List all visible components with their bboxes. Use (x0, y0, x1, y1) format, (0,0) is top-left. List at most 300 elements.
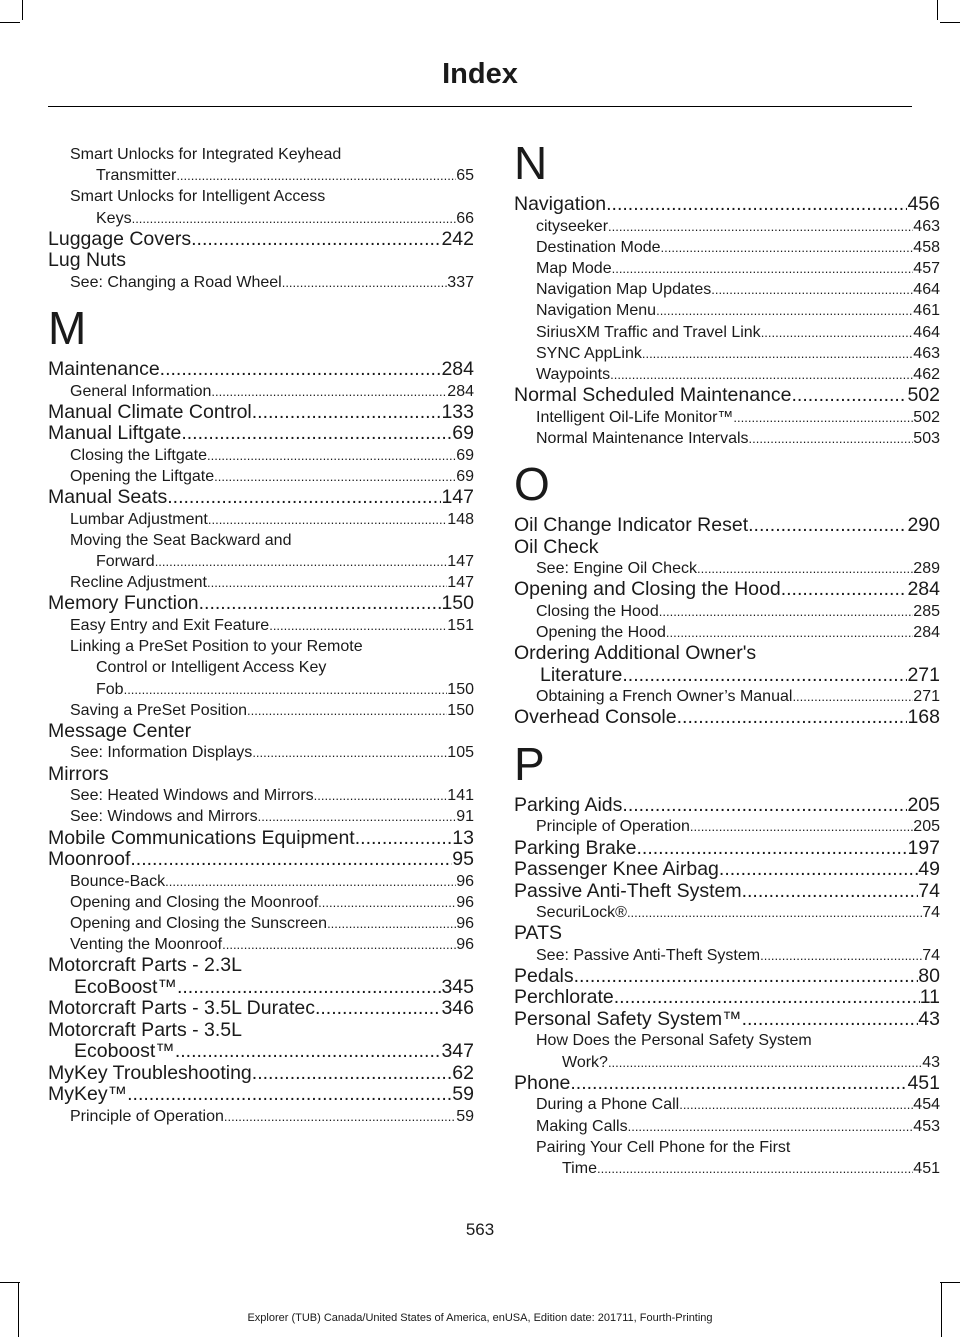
entry-label: Obtaining a French Owner’s Manual (536, 688, 793, 706)
edition-footer: Explorer (TUB) Canada/United States of America, enUSA, Edition date: 201711, Fourth-Printing (247, 1312, 713, 1324)
crop-mark (0, 1282, 20, 1283)
leader-dots (214, 466, 456, 487)
entry-page-number: 11 (919, 986, 940, 1009)
entry-label: Mirrors (48, 762, 109, 785)
leader-dots (690, 816, 913, 837)
entry-page-number: 91 (456, 808, 474, 826)
index-entry (48, 849, 474, 871)
entry-label: Navigation Map Updates (536, 281, 712, 299)
leader-dots (252, 402, 442, 424)
index-entry (48, 998, 474, 1020)
leader-dots (269, 615, 447, 636)
entry-page-number: 95 (452, 848, 474, 871)
entry-label: Maintenance (48, 358, 160, 381)
index-entry-line (48, 165, 474, 186)
index-subentry (48, 615, 474, 636)
entry-page-number: 284 (447, 382, 474, 400)
crop-mark (0, 22, 20, 23)
entry-page-number: 451 (913, 1159, 940, 1177)
leader-dots (247, 700, 447, 721)
index-subentry (48, 806, 474, 827)
leader-dots (222, 934, 456, 955)
entry-page-number: 65 (456, 167, 474, 185)
leader-dots (627, 902, 922, 923)
entry-page-number: 151 (447, 616, 474, 634)
entry-page-number: 141 (447, 787, 474, 805)
entry-label: Easy Entry and Exit Feature (70, 616, 270, 634)
index-subentry (48, 934, 474, 955)
entry-page-number: 463 (913, 217, 940, 235)
index-subentry (48, 700, 474, 721)
entry-page-number: 463 (913, 344, 940, 362)
index-entry (514, 859, 940, 881)
entry-label: Saving a PreSet Position (70, 701, 247, 719)
entry-page-number: 197 (907, 836, 940, 859)
index-subentry (514, 945, 940, 966)
index-entry-line (48, 679, 474, 700)
leader-dots (792, 686, 913, 707)
leader-dots (177, 977, 441, 999)
entry-page-number: 464 (913, 323, 940, 341)
entry-label: SYNC AppLink (536, 344, 642, 362)
index-subentry (514, 343, 940, 364)
entry-label-line: Control or Intelligent Access Key (96, 659, 327, 677)
index-entry (514, 707, 940, 729)
leader-dots (597, 1158, 913, 1179)
index-entry (48, 593, 474, 615)
index-entry (514, 795, 940, 817)
leader-dots (656, 300, 913, 321)
entry-page-number: 347 (441, 1040, 474, 1063)
index-entry (514, 1009, 940, 1031)
entry-page-number: 289 (913, 560, 940, 578)
entry-page-number: 62 (452, 1061, 474, 1084)
entry-label: PATS (514, 922, 563, 945)
header-divider (48, 106, 912, 107)
entry-label: Opening and Closing the Sunscreen (70, 914, 328, 932)
entry-label: See: Changing a Road Wheel (70, 273, 282, 291)
entry-label: Literature (540, 663, 623, 686)
entry-label-line: Pairing Your Cell Phone for the First (536, 1138, 791, 1156)
index-entry (514, 194, 940, 216)
index-subentry (514, 428, 940, 449)
entry-label: Pedals (514, 964, 574, 987)
index-entry (48, 764, 474, 786)
entry-page-number: 150 (447, 701, 474, 719)
crop-mark (940, 1282, 960, 1283)
entry-label: Map Mode (536, 259, 612, 277)
entry-label: Personal Safety System™ (514, 1007, 742, 1030)
index-subentry (514, 300, 940, 321)
entry-label: Message Center (48, 719, 192, 742)
index-subentry (514, 1116, 940, 1137)
leader-dots (636, 838, 907, 860)
leader-dots (614, 987, 920, 1009)
leader-dots (781, 579, 908, 601)
section-letter: M (48, 302, 87, 355)
entry-page-number: 96 (456, 893, 474, 911)
leader-dots (208, 509, 447, 530)
leader-dots (127, 1084, 452, 1106)
index-subentry (48, 636, 474, 700)
leader-dots (622, 795, 907, 817)
entry-label: Phone (514, 1071, 571, 1094)
entry-label: Navigation Menu (536, 302, 657, 320)
entry-page-number: 150 (441, 592, 474, 615)
entry-label: Destination Mode (536, 238, 661, 256)
entry-label: During a Phone Call (536, 1096, 680, 1114)
index-entry-line (48, 1041, 474, 1063)
leader-dots (642, 343, 913, 364)
entry-label: General Information (70, 382, 212, 400)
leader-dots (176, 165, 456, 186)
index-entry (48, 423, 474, 445)
index-subentry (514, 322, 940, 343)
entry-label: Oil Check (514, 535, 599, 558)
entry-label: Recline Adjustment (70, 574, 207, 592)
index-subentry (514, 816, 940, 837)
index-subentry (48, 572, 474, 593)
entry-page-number: 285 (913, 602, 940, 620)
entry-page-number: 284 (441, 358, 474, 381)
entry-label: SiriusXM Traffic and Travel Link (536, 323, 761, 341)
entry-page-number: 69 (456, 467, 474, 485)
index-subentry (48, 1106, 474, 1127)
leader-dots (748, 515, 907, 537)
leader-dots (719, 859, 918, 881)
entry-label: Opening and Closing the Hood (514, 578, 781, 601)
index-entry (48, 250, 474, 272)
leader-dots (749, 428, 914, 449)
leader-dots (327, 913, 456, 934)
entry-page-number: 205 (913, 818, 940, 836)
index-subentry (514, 601, 940, 622)
entry-page-number: 345 (441, 975, 474, 998)
entry-label: Opening and Closing the Moonroof (70, 893, 319, 911)
entry-label: Venting the Moonroof (70, 936, 223, 954)
entry-label: Passenger Knee Airbag (514, 858, 719, 881)
entry-label: Lumbar Adjustment (70, 510, 208, 528)
index-subentry (514, 1094, 940, 1115)
entry-label: Bounce-Back (70, 872, 166, 890)
entry-page-number: 59 (456, 1107, 474, 1125)
index-subentry (48, 530, 474, 572)
entry-label-line: Smart Unlocks for Intelligent Access (70, 188, 326, 206)
index-entry-line (48, 551, 474, 572)
entry-label: Motorcraft Parts - 3.5L Duratec (48, 997, 315, 1020)
index-column-left (48, 144, 474, 1127)
entry-label: Intelligent Oil-Life Monitor™ (536, 408, 734, 426)
entry-label: Lug Nuts (48, 249, 127, 272)
leader-dots (742, 881, 919, 903)
index-entry-line (48, 208, 474, 229)
crop-mark (18, 1282, 19, 1337)
entry-label: Closing the Hood (536, 602, 659, 620)
leader-dots (167, 487, 441, 509)
leader-dots (628, 1116, 914, 1137)
entry-page-number: 105 (447, 744, 474, 762)
index-entry (48, 229, 474, 251)
index-entry (514, 923, 940, 945)
entry-label: Moonroof (48, 848, 131, 871)
entry-label: MyKey™ (48, 1083, 128, 1106)
crop-mark (940, 22, 960, 23)
leader-dots (258, 806, 457, 827)
entry-page-number: 457 (913, 259, 940, 277)
entry-label: Normal Scheduled Maintenance (514, 384, 792, 407)
entry-label: Manual Seats (48, 486, 168, 509)
leader-dots (697, 558, 913, 579)
entry-label: Closing the Liftgate (70, 446, 207, 464)
page-title: Index (442, 58, 518, 90)
index-subentry (514, 1030, 940, 1072)
index-entry (48, 1084, 474, 1106)
leader-dots (612, 258, 914, 279)
index-entry (514, 579, 940, 601)
entry-page-number: 462 (913, 365, 940, 383)
index-subentry (48, 144, 474, 186)
entry-label: Opening the Liftgate (70, 467, 215, 485)
entry-page-number: 502 (907, 384, 940, 407)
entry-label: Oil Change Indicator Reset (514, 514, 749, 537)
index-entry (514, 643, 940, 686)
entry-label-line: Linking a PreSet Position to your Remote (70, 638, 363, 656)
index-entry-line (514, 665, 940, 687)
entry-label-line: How Does the Personal Safety System (536, 1032, 812, 1050)
crop-mark (937, 0, 938, 20)
index-subentry (48, 892, 474, 913)
index-entry-line (48, 977, 474, 999)
entry-label: See: Information Displays (70, 744, 253, 762)
leader-dots (282, 272, 448, 293)
entry-page-number: 290 (907, 514, 940, 537)
leader-dots (130, 849, 452, 871)
crop-mark (22, 0, 23, 20)
entry-page-number: 451 (907, 1071, 940, 1094)
entry-label: Manual Liftgate (48, 422, 182, 445)
index-entry (48, 487, 474, 509)
index-entry-line (514, 1158, 940, 1179)
entry-label: Overhead Console (514, 706, 677, 729)
entry-label: See: Windows and Mirrors (70, 808, 258, 826)
entry-page-number: 150 (447, 680, 474, 698)
leader-dots (355, 828, 453, 850)
entry-label-line: Moving the Seat Backward and (70, 531, 292, 549)
leader-dots (761, 322, 914, 343)
entry-label: Opening the Hood (536, 623, 666, 641)
entry-page-number: 147 (441, 486, 474, 509)
entry-page-number: 80 (918, 964, 940, 987)
index-entry (514, 838, 940, 860)
index-entry (514, 1073, 940, 1095)
leader-dots (659, 601, 914, 622)
leader-dots (711, 279, 913, 300)
entry-page-number: 242 (441, 227, 474, 250)
entry-label: MyKey Troubleshooting (48, 1061, 252, 1084)
entry-page-number: 453 (913, 1117, 940, 1135)
leader-dots (608, 1052, 922, 1073)
section-letter: O (514, 458, 550, 511)
leader-dots (211, 381, 447, 402)
entry-page-number: 502 (913, 408, 940, 426)
leader-dots (622, 665, 907, 687)
leader-dots (606, 194, 907, 216)
entry-page-number: 69 (452, 422, 474, 445)
entry-label: Fob (96, 680, 124, 698)
entry-label: Ecoboost™ (74, 1040, 175, 1063)
entry-page-number: 148 (447, 510, 474, 528)
index-subentry (514, 279, 940, 300)
entry-page-number: 69 (456, 446, 474, 464)
leader-dots (677, 707, 908, 729)
entry-page-number: 74 (918, 879, 940, 902)
entry-page-number: 271 (913, 688, 940, 706)
entry-label: Principle of Operation (70, 1107, 224, 1125)
leader-dots (792, 385, 908, 407)
leader-dots (160, 359, 442, 381)
leader-dots (207, 445, 456, 466)
leader-dots (207, 572, 447, 593)
section-letter: N (514, 137, 548, 189)
index-subentry (48, 509, 474, 530)
entry-page-number: 43 (918, 1007, 940, 1030)
leader-dots (165, 871, 456, 892)
entry-label: Parking Brake (514, 836, 637, 859)
leader-dots (124, 679, 448, 700)
entry-label: Perchlorate (514, 986, 614, 1009)
entry-page-number: 133 (441, 400, 474, 423)
leader-dots (252, 742, 447, 763)
entry-label: See: Engine Oil Check (536, 560, 697, 578)
entry-label: EcoBoost™ (74, 975, 177, 998)
leader-dots (742, 1009, 919, 1031)
index-entry (48, 359, 474, 381)
index-subentry (514, 258, 940, 279)
entry-page-number: 96 (456, 914, 474, 932)
index-entry (514, 987, 940, 1009)
leader-dots (155, 551, 448, 572)
entry-page-number: 337 (447, 273, 474, 291)
leader-dots (733, 407, 913, 428)
entry-page-number: 43 (922, 1053, 940, 1071)
leader-dots (181, 423, 452, 445)
crop-mark (941, 1282, 942, 1337)
leader-dots (760, 945, 922, 966)
index-entry (514, 881, 940, 903)
index-entry (48, 721, 474, 743)
index-entry (48, 955, 474, 998)
leader-dots (191, 229, 441, 251)
entry-label: SecuriLock® (536, 904, 627, 922)
index-entry-line (514, 1052, 940, 1073)
entry-label: Memory Function (48, 592, 199, 615)
index-subentry (514, 902, 940, 923)
entry-label: Parking Aids (514, 793, 623, 816)
entry-page-number: 147 (447, 574, 474, 592)
index-subentry (48, 785, 474, 806)
index-subentry (514, 216, 940, 237)
leader-dots (175, 1041, 442, 1063)
leader-dots (252, 1063, 453, 1085)
entry-label: Manual Climate Control (48, 400, 252, 423)
index-subentry (514, 364, 940, 385)
index-subentry (514, 686, 940, 707)
entry-page-number: 74 (922, 904, 940, 922)
leader-dots (314, 785, 448, 806)
entry-page-number: 96 (456, 936, 474, 954)
index-subentry (48, 445, 474, 466)
entry-label-line: Motorcraft Parts - 2.3L (48, 954, 242, 977)
section-letter: P (514, 737, 545, 790)
index-entry (48, 1020, 474, 1063)
entry-page-number: 168 (907, 706, 940, 729)
leader-dots (224, 1106, 456, 1127)
leader-dots (570, 1073, 907, 1095)
entry-page-number: 284 (907, 578, 940, 601)
leader-dots (318, 892, 456, 913)
index-subentry (48, 381, 474, 402)
entry-label: cityseeker (536, 217, 609, 235)
index-subentry (514, 622, 940, 643)
entry-page-number: 503 (913, 429, 940, 447)
leader-dots (132, 208, 457, 229)
leader-dots (679, 1094, 913, 1115)
index-subentry (48, 186, 474, 228)
index-subentry (514, 407, 940, 428)
leader-dots (315, 998, 441, 1020)
leader-dots (666, 622, 913, 643)
entry-label-line: Ordering Additional Owner's (514, 642, 757, 665)
index-subentry (514, 558, 940, 579)
entry-label: Forward (96, 553, 155, 571)
entry-page-number: 284 (913, 623, 940, 641)
index-entry (514, 966, 940, 988)
entry-page-number: 147 (447, 553, 474, 571)
leader-dots (610, 364, 913, 385)
index-subentry (48, 871, 474, 892)
index-entry (48, 1063, 474, 1085)
entry-page-number: 74 (922, 946, 940, 964)
page-number: 563 (465, 1220, 495, 1239)
leader-dots (661, 237, 914, 258)
index-entry (514, 515, 940, 537)
entry-page-number: 461 (913, 302, 940, 320)
index-entry (514, 537, 940, 559)
entry-page-number: 66 (456, 209, 474, 227)
index-subentry (48, 272, 474, 293)
index-subentry (514, 237, 940, 258)
entry-label-line: Smart Unlocks for Integrated Keyhead (70, 146, 342, 163)
entry-page-number: 13 (452, 826, 474, 849)
entry-label: Making Calls (536, 1117, 628, 1135)
entry-label: See: Heated Windows and Mirrors (70, 787, 314, 805)
entry-label: Transmitter (96, 167, 177, 185)
entry-label: Navigation (514, 193, 607, 215)
entry-label: Passive Anti-Theft System (514, 879, 742, 902)
entry-page-number: 464 (913, 281, 940, 299)
entry-label: Keys (96, 209, 132, 227)
leader-dots (608, 216, 913, 237)
entry-page-number: 205 (907, 793, 940, 816)
leader-dots (574, 966, 919, 988)
index-subentry (48, 913, 474, 934)
index-entry (514, 385, 940, 407)
entry-page-number: 454 (913, 1096, 940, 1114)
entry-page-number: 49 (918, 858, 940, 881)
entry-page-number: 59 (452, 1083, 474, 1106)
entry-label: Mobile Communications Equipment (48, 826, 355, 849)
entry-page-number: 271 (907, 663, 940, 686)
